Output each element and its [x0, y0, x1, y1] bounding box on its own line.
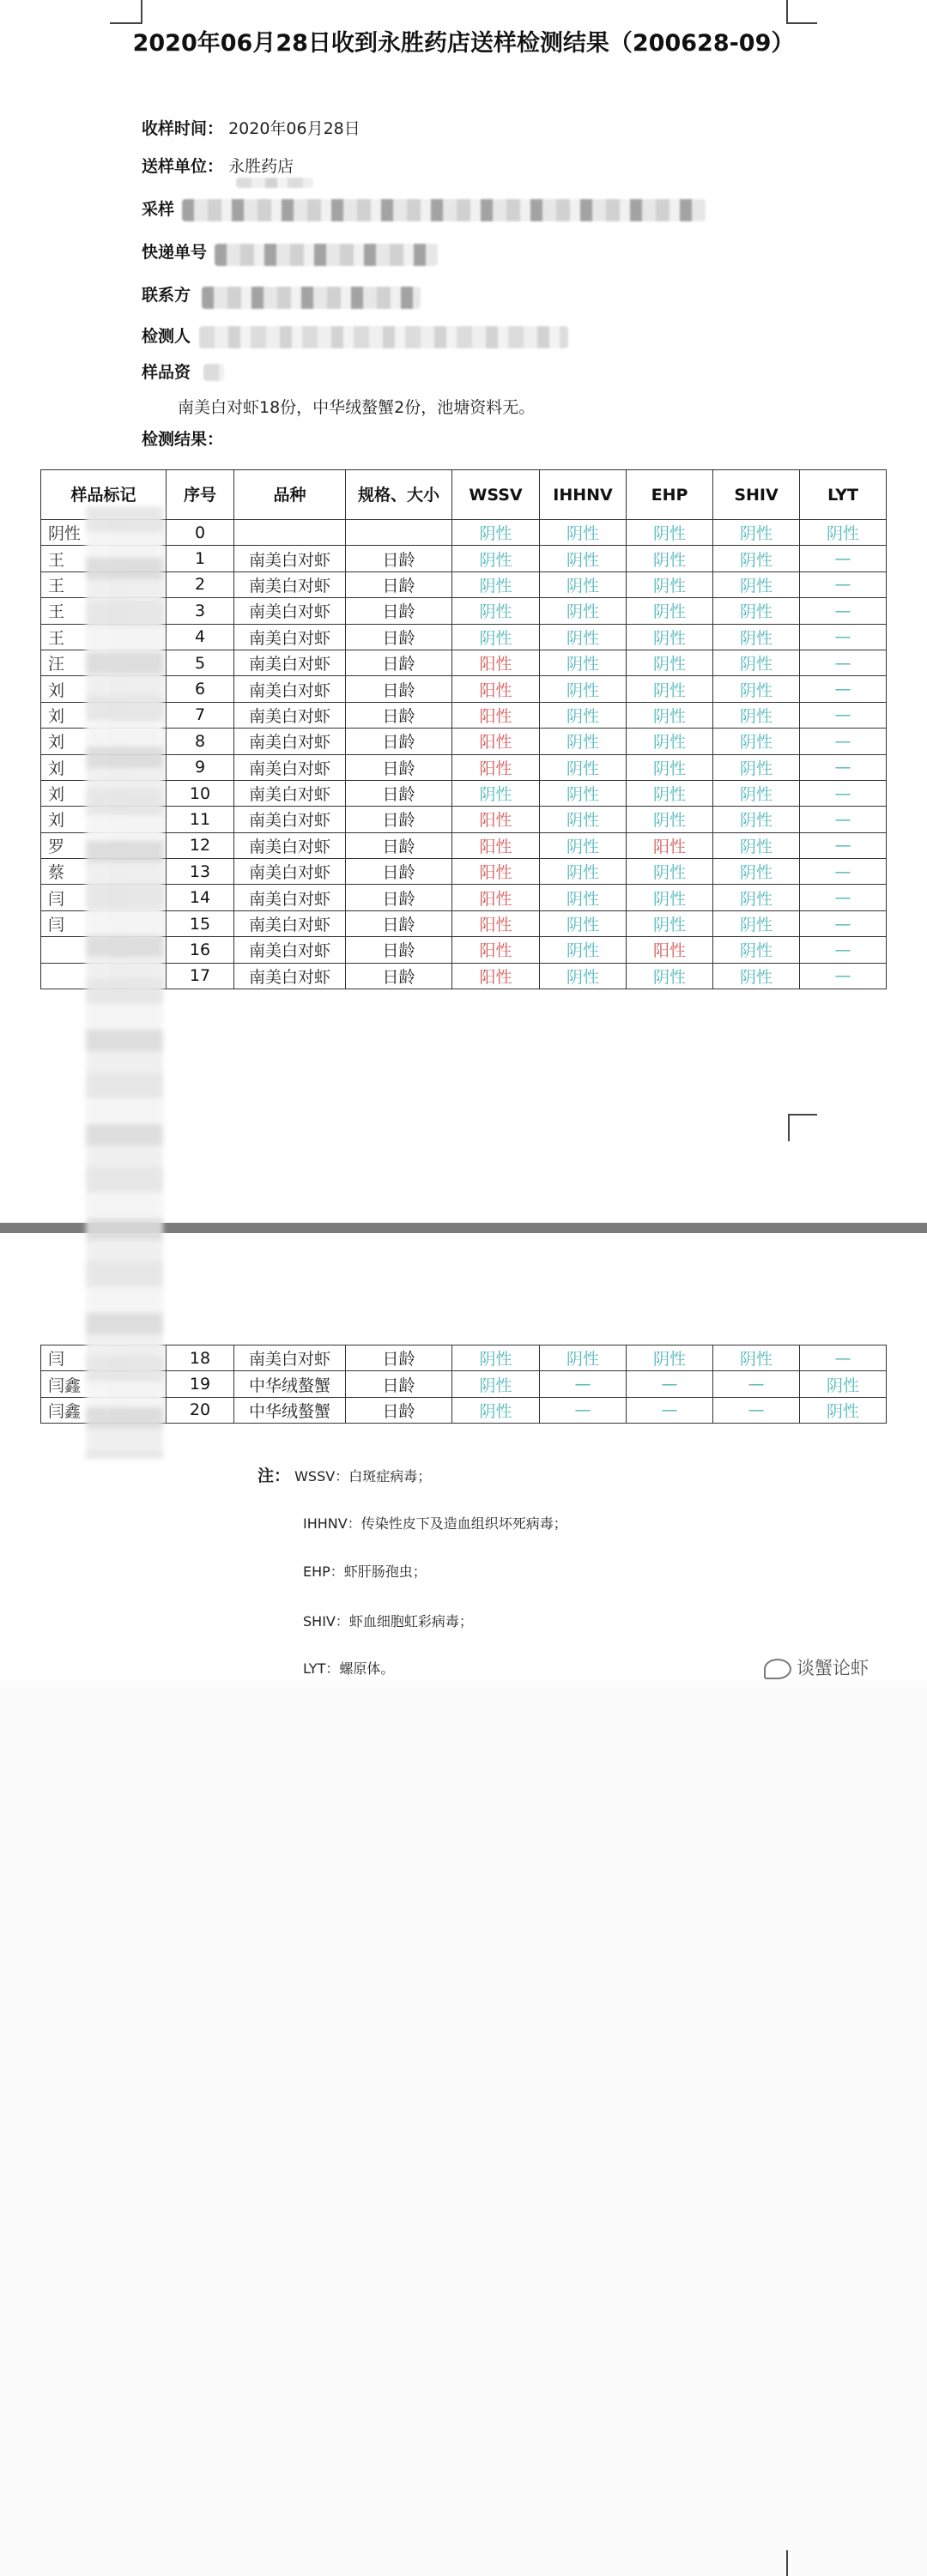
- cell-wssv: 阴性: [452, 598, 540, 624]
- cell-size: 日龄: [346, 729, 452, 754]
- cell-wssv: 阴性: [452, 1371, 540, 1397]
- cell-shiv: 阴性: [713, 910, 800, 936]
- sampler-row: [142, 197, 174, 221]
- cell-ehp: 阴性: [627, 546, 713, 571]
- sender-row: [142, 154, 294, 178]
- header-size: 规格、大小: [346, 470, 452, 520]
- table-row: [41, 546, 887, 571]
- cell-lyt: —: [800, 780, 887, 806]
- cell-species: 南美白对虾: [234, 546, 346, 571]
- cell-ehp: 阴性: [627, 624, 713, 650]
- cell-sample-mark: 刘: [41, 780, 167, 806]
- table-row: [41, 963, 887, 989]
- cell-ehp: 阳性: [627, 937, 713, 963]
- cell-species: 南美白对虾: [234, 702, 346, 728]
- contact-label: 联系方: [142, 286, 191, 305]
- cell-species: 南美白对虾: [234, 754, 346, 780]
- cell-wssv: 阴性: [452, 1397, 540, 1423]
- cell-wssv: 阴性: [452, 520, 540, 546]
- cell-ehp: 阴性: [627, 885, 713, 910]
- cell-ehp: 阴性: [627, 598, 713, 624]
- cell-species: 南美白对虾: [234, 859, 346, 885]
- watermark-text: 谈蟹论虾: [797, 1658, 869, 1678]
- cell-seq: 17: [167, 963, 234, 989]
- cell-species: 南美白对虾: [234, 676, 346, 702]
- cell-size: 日龄: [346, 832, 452, 858]
- cell-lyt: —: [800, 832, 887, 858]
- cell-sample-mark: 闫: [41, 910, 167, 936]
- redaction-blur: [203, 364, 224, 381]
- redaction-blur: [202, 287, 421, 309]
- crop-mark-top-left: [110, 0, 142, 24]
- cell-ihhnv: 阴性: [540, 546, 627, 571]
- cell-shiv: 阴性: [713, 780, 800, 806]
- cell-lyt: —: [800, 729, 887, 754]
- note-item: SHIV：虾血细胞虹彩病毒；: [303, 1613, 473, 1630]
- cell-seq: 10: [167, 780, 234, 806]
- sampler-label: 采样: [142, 200, 175, 219]
- cell-lyt: 阴性: [800, 1397, 887, 1423]
- cell-shiv: 阴性: [713, 702, 800, 728]
- cell-ihhnv: 阴性: [540, 571, 627, 597]
- cell-seq: 20: [167, 1397, 234, 1423]
- cell-wssv: 阳性: [452, 676, 540, 702]
- crop-mark-middle: [788, 1114, 817, 1141]
- cell-ihhnv: 阴性: [540, 598, 627, 624]
- cell-lyt: —: [800, 1345, 887, 1371]
- cell-species: 南美白对虾: [234, 910, 346, 936]
- header-ihhnv: IHHNV: [540, 470, 627, 520]
- cell-species: 南美白对虾: [234, 624, 346, 650]
- cell-size: 日龄: [346, 885, 452, 910]
- cell-lyt: —: [800, 937, 887, 963]
- cell-ehp: 阴性: [627, 859, 713, 885]
- sample-info-row: [142, 360, 191, 384]
- sender-label: 送样单位：: [142, 157, 224, 176]
- table-row: [41, 937, 887, 963]
- cell-lyt: 阴性: [800, 1371, 887, 1397]
- cell-ihhnv: 阴性: [540, 807, 627, 832]
- crop-mark-top-right: [786, 0, 817, 24]
- cell-seq: 2: [167, 571, 234, 597]
- cell-size: 日龄: [346, 598, 452, 624]
- table-row: [41, 702, 887, 728]
- cell-lyt: 阴性: [800, 520, 887, 546]
- cell-wssv: 阳性: [452, 832, 540, 858]
- cell-wssv: 阳性: [452, 937, 540, 963]
- cell-seq: 4: [167, 624, 234, 650]
- cell-lyt: —: [800, 546, 887, 571]
- cell-ihhnv: 阴性: [540, 729, 627, 754]
- cell-shiv: 阴性: [713, 859, 800, 885]
- cell-species: 中华绒螯蟹: [234, 1397, 346, 1423]
- cell-seq: 1: [167, 546, 234, 571]
- header-seq: 序号: [167, 470, 234, 520]
- cell-ehp: 阴性: [627, 807, 713, 832]
- table-row: [41, 1345, 887, 1371]
- cell-ehp: 阴性: [627, 963, 713, 989]
- cell-shiv: 阴性: [713, 571, 800, 597]
- report-title: 2020年06月28日收到永胜药店送样检测结果（200628-09）: [132, 30, 795, 57]
- cell-sample-mark: 王: [41, 598, 167, 624]
- cell-size: 日龄: [346, 963, 452, 989]
- cell-ehp: 阴性: [627, 910, 713, 936]
- cell-ihhnv: 阴性: [540, 702, 627, 728]
- cell-ihhnv: 阴性: [540, 885, 627, 910]
- cell-ehp: 阴性: [627, 520, 713, 546]
- cell-wssv: 阳性: [452, 807, 540, 832]
- cell-ihhnv: 阴性: [540, 937, 627, 963]
- cell-lyt: —: [800, 676, 887, 702]
- cell-species: 南美白对虾: [234, 571, 346, 597]
- cell-size: 日龄: [346, 1397, 452, 1423]
- cell-shiv: 阴性: [713, 520, 800, 546]
- cell-species: 南美白对虾: [234, 650, 346, 675]
- wechat-icon: [764, 1659, 791, 1679]
- cell-sample-mark: 刘: [41, 676, 167, 702]
- receive-time-value: 2020年06月28日: [228, 119, 360, 138]
- table-row: [41, 729, 887, 754]
- cell-ehp: 阴性: [627, 729, 713, 754]
- redaction-blur: [182, 199, 706, 221]
- cell-size: 日龄: [346, 702, 452, 728]
- notes-head: 注：: [258, 1466, 291, 1485]
- cell-species: 南美白对虾: [234, 780, 346, 806]
- table-row: [41, 650, 887, 675]
- notes-head-line: [258, 1463, 431, 1486]
- cell-size: 日龄: [346, 910, 452, 936]
- cell-lyt: —: [800, 910, 887, 936]
- cell-ihhnv: 阴性: [540, 624, 627, 650]
- cell-size: 日龄: [346, 780, 452, 806]
- cell-wssv: 阳性: [452, 650, 540, 675]
- sample-info-label: 样品资: [142, 363, 191, 382]
- cell-species: 南美白对虾: [234, 807, 346, 832]
- cell-ehp: 阴性: [627, 702, 713, 728]
- cell-size: 日龄: [346, 650, 452, 675]
- cell-ehp: 阴性: [627, 754, 713, 780]
- table-row: [41, 598, 887, 624]
- cell-size: 日龄: [346, 754, 452, 780]
- cell-ihhnv: 阴性: [540, 754, 627, 780]
- cell-ihhnv: —: [540, 1397, 627, 1423]
- cell-wssv: 阳性: [452, 754, 540, 780]
- header-lyt: LYT: [800, 470, 887, 520]
- header-species: 品种: [234, 470, 346, 520]
- cell-shiv: 阴性: [713, 1345, 800, 1371]
- cell-size: 日龄: [346, 624, 452, 650]
- cell-sample-mark: 汪: [41, 650, 167, 675]
- cell-ehp: 阴性: [627, 650, 713, 675]
- cell-sample-mark: 王: [41, 546, 167, 571]
- cell-wssv: 阳性: [452, 729, 540, 754]
- cell-ehp: 阴性: [627, 571, 713, 597]
- cell-seq: 15: [167, 910, 234, 936]
- watermark: [764, 1654, 869, 1680]
- result-label: 检测结果：: [142, 430, 224, 449]
- cell-sample-mark: 王: [41, 624, 167, 650]
- cell-wssv: 阳性: [452, 702, 540, 728]
- express-row: [142, 240, 207, 264]
- cell-shiv: 阴性: [713, 650, 800, 675]
- note-item: WSSV：白斑症病毒；: [294, 1468, 432, 1485]
- cell-ihhnv: 阴性: [540, 520, 627, 546]
- cell-seq: 8: [167, 729, 234, 754]
- cell-seq: 5: [167, 650, 234, 675]
- cell-wssv: 阴性: [452, 624, 540, 650]
- cell-species: 中华绒螯蟹: [234, 1371, 346, 1397]
- cell-ehp: 阳性: [627, 832, 713, 858]
- cell-seq: 0: [167, 520, 234, 546]
- cell-lyt: —: [800, 963, 887, 989]
- cell-ihhnv: 阴性: [540, 650, 627, 675]
- cell-wssv: 阳性: [452, 910, 540, 936]
- cell-sample-mark: 罗: [41, 832, 167, 858]
- cell-size: 日龄: [346, 807, 452, 832]
- cell-seq: 19: [167, 1371, 234, 1397]
- cell-shiv: 阴性: [713, 598, 800, 624]
- table-row: [41, 859, 887, 885]
- cell-ihhnv: 阴性: [540, 780, 627, 806]
- cell-wssv: 阳性: [452, 885, 540, 910]
- cell-wssv: 阴性: [452, 546, 540, 571]
- cell-lyt: —: [800, 571, 887, 597]
- cell-lyt: —: [800, 754, 887, 780]
- note-item: LYT：螺原体。: [303, 1660, 395, 1677]
- cell-sample-mark: 刘: [41, 729, 167, 754]
- cell-species: 南美白对虾: [234, 937, 346, 963]
- cell-sample-mark: 阴性: [41, 520, 167, 546]
- cell-shiv: 阴性: [713, 937, 800, 963]
- cell-shiv: 阴性: [713, 754, 800, 780]
- header-wssv: WSSV: [452, 470, 540, 520]
- cell-wssv: 阳性: [452, 963, 540, 989]
- cell-ehp: —: [627, 1397, 713, 1423]
- cell-size: 日龄: [346, 859, 452, 885]
- cell-ehp: 阴性: [627, 780, 713, 806]
- cell-sample-mark: 蔡: [41, 859, 167, 885]
- table-row: [41, 807, 887, 832]
- redaction-mask: [86, 506, 163, 1459]
- cell-shiv: —: [713, 1397, 800, 1423]
- header-sample-mark: 样品标记: [41, 470, 167, 520]
- cell-seq: 14: [167, 885, 234, 910]
- cell-wssv: 阴性: [452, 571, 540, 597]
- cell-species: 南美白对虾: [234, 729, 346, 754]
- table-row: [41, 520, 887, 546]
- cell-size: 日龄: [346, 937, 452, 963]
- table-row: [41, 1397, 887, 1423]
- cell-seq: 12: [167, 832, 234, 858]
- cell-ihhnv: 阴性: [540, 963, 627, 989]
- cell-ehp: —: [627, 1371, 713, 1397]
- cell-size: 日龄: [346, 1345, 452, 1371]
- table-row: [41, 832, 887, 858]
- receive-time-label: 收样时间：: [142, 119, 224, 138]
- cell-species: 南美白对虾: [234, 1345, 346, 1371]
- cell-sample-mark: 闫鑫: [41, 1371, 167, 1397]
- cell-lyt: —: [800, 624, 887, 650]
- note-item: EHP：虾肝肠孢虫；: [303, 1563, 427, 1580]
- cell-ihhnv: 阴性: [540, 676, 627, 702]
- cell-shiv: —: [713, 1371, 800, 1397]
- express-label: 快递单号: [142, 243, 208, 262]
- cell-wssv: 阳性: [452, 859, 540, 885]
- cell-seq: 7: [167, 702, 234, 728]
- redaction-blur: [199, 326, 568, 348]
- cell-species: [234, 520, 346, 546]
- cell-seq: 3: [167, 598, 234, 624]
- cell-wssv: 阴性: [452, 1345, 540, 1371]
- cell-sample-mark: 王: [41, 571, 167, 597]
- cell-ihhnv: —: [540, 1371, 627, 1397]
- tester-row: [142, 324, 191, 348]
- cell-sample-mark: 闫鑫: [41, 1397, 167, 1423]
- table-row: [41, 624, 887, 650]
- sender-value: 永胜药店: [228, 157, 294, 176]
- cell-shiv: 阴性: [713, 885, 800, 910]
- cell-lyt: —: [800, 702, 887, 728]
- result-table-page-1: [40, 469, 887, 989]
- cell-lyt: —: [800, 650, 887, 675]
- table-header-row: [41, 470, 887, 520]
- cell-seq: 9: [167, 754, 234, 780]
- cell-sample-mark: 刘: [41, 807, 167, 832]
- table-row: [41, 885, 887, 910]
- cell-shiv: 阴性: [713, 546, 800, 571]
- table-row: [41, 754, 887, 780]
- cell-wssv: 阴性: [452, 780, 540, 806]
- cell-seq: 13: [167, 859, 234, 885]
- cell-seq: 18: [167, 1345, 234, 1371]
- cell-sample-mark: 闫: [41, 885, 167, 910]
- cell-shiv: 阴性: [713, 807, 800, 832]
- cell-ehp: 阴性: [627, 1345, 713, 1371]
- cell-seq: 11: [167, 807, 234, 832]
- cell-ehp: 阴性: [627, 676, 713, 702]
- table-row: [41, 910, 887, 936]
- crop-mark-page-2: [786, 2550, 788, 2576]
- cell-seq: 6: [167, 676, 234, 702]
- cell-ihhnv: 阴性: [540, 832, 627, 858]
- cell-lyt: —: [800, 885, 887, 910]
- redaction-blur: [236, 178, 313, 188]
- cell-size: 日龄: [346, 571, 452, 597]
- table-row: [41, 676, 887, 702]
- note-item: IHHNV：传染性皮下及造血组织坏死病毒；: [303, 1515, 567, 1532]
- cell-size: [346, 520, 452, 546]
- result-row: [142, 427, 223, 451]
- cell-seq: 16: [167, 937, 234, 963]
- cell-species: 南美白对虾: [234, 963, 346, 989]
- cell-size: 日龄: [346, 546, 452, 571]
- cell-shiv: 阴性: [713, 624, 800, 650]
- cell-ihhnv: 阴性: [540, 859, 627, 885]
- cell-sample-mark: 闫: [41, 1345, 167, 1371]
- cell-species: 南美白对虾: [234, 598, 346, 624]
- tester-label: 检测人: [142, 327, 191, 346]
- table-row: [41, 571, 887, 597]
- result-table-page-2: [40, 1345, 887, 1424]
- header-ehp: EHP: [627, 470, 713, 520]
- contact-row: [142, 283, 191, 307]
- receive-time-row: [142, 117, 360, 141]
- cell-sample-mark: 刘: [41, 754, 167, 780]
- cell-lyt: —: [800, 598, 887, 624]
- cell-shiv: 阴性: [713, 832, 800, 858]
- cell-shiv: 阴性: [713, 729, 800, 754]
- cell-shiv: 阴性: [713, 963, 800, 989]
- cell-sample-mark: 刘: [41, 702, 167, 728]
- cell-size: 日龄: [346, 676, 452, 702]
- cell-ihhnv: 阴性: [540, 910, 627, 936]
- cell-species: 南美白对虾: [234, 885, 346, 910]
- cell-shiv: 阴性: [713, 676, 800, 702]
- cell-species: 南美白对虾: [234, 832, 346, 858]
- sample-info-value: 南美白对虾18份，中华绒螯蟹2份，池塘资料无。: [178, 398, 536, 417]
- table-row: [41, 1371, 887, 1397]
- cell-ihhnv: 阴性: [540, 1345, 627, 1371]
- header-shiv: SHIV: [713, 470, 800, 520]
- cell-lyt: —: [800, 859, 887, 885]
- cell-lyt: —: [800, 807, 887, 832]
- cell-size: 日龄: [346, 1371, 452, 1397]
- table-row: [41, 780, 887, 806]
- redaction-blur: [215, 244, 438, 266]
